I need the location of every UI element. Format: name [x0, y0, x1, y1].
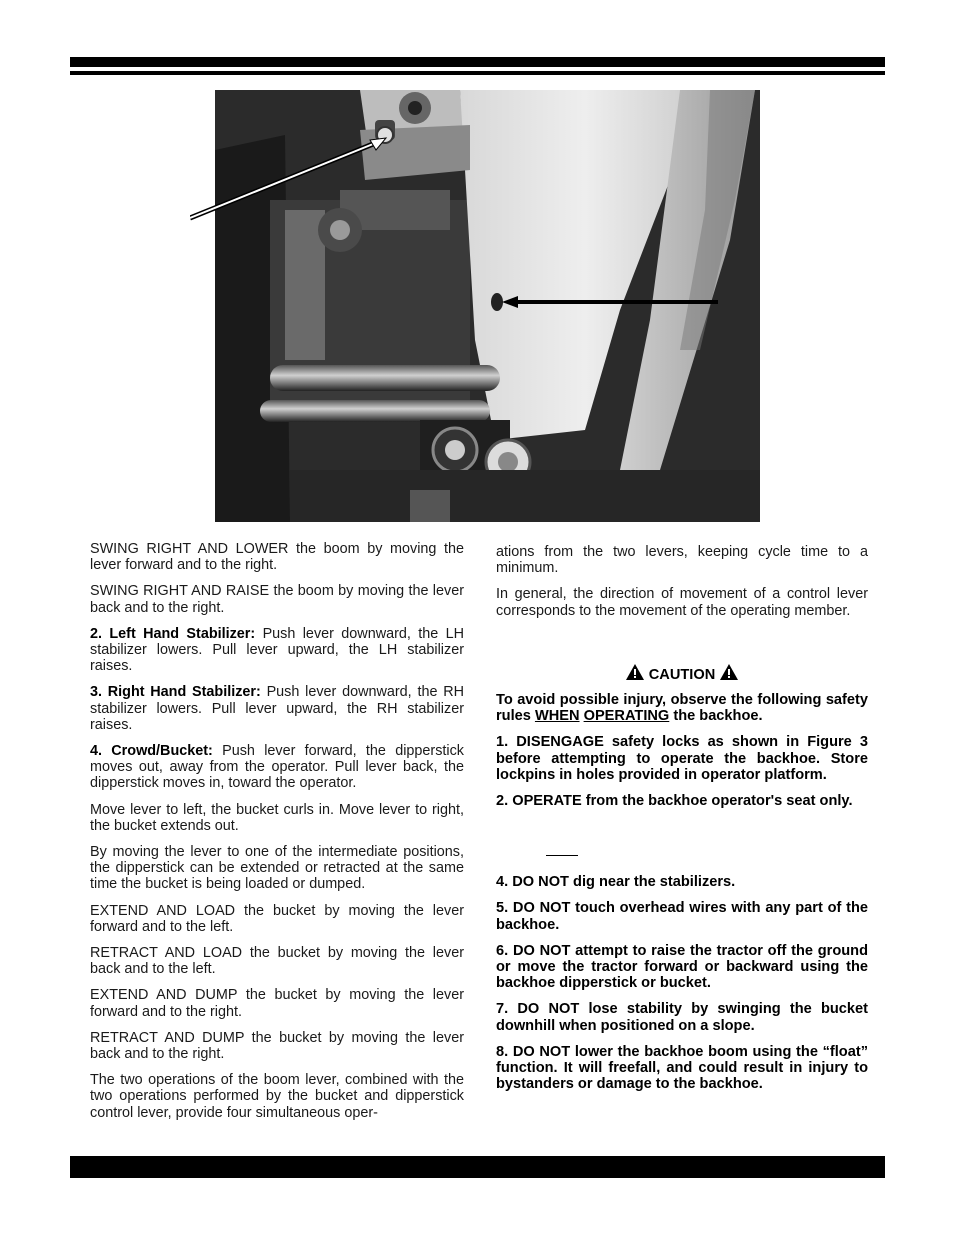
paragraph-retract-dump: RETRACT AND DUMP the bucket by moving the lever back and to the right.: [90, 1029, 464, 1063]
right-column: [496, 544, 868, 1102]
safety-rule-8: 8. DO NOT lower the backhoe boom using the “float” function. It will freefall, and could result in injury to bystanders or damage to the backhoe.: [496, 1043, 868, 1093]
warning-triangle-icon: [719, 663, 739, 681]
left-column: [90, 541, 464, 1131]
redacted-rule-3-mark: [546, 855, 578, 856]
paragraph-cycle-time: ations from the two levers, keeping cycle time to a minimum.: [496, 544, 868, 577]
caution-label: CAUTION: [648, 666, 716, 683]
paragraph-swing-right-lower: SWING RIGHT AND LOWER the boom by moving the lever forward and to the right.: [90, 541, 464, 574]
paragraph-two-operations: The two operations of the boom lever, combined with the two operations performed by the bucket and dipperstick control lever, provide four simultaneous oper-: [90, 1072, 464, 1121]
backhoe-photo: [190, 90, 760, 522]
paragraph-crowd-bucket: 4. Crowd/Bucket: Push lever forward, the dipperstick moves out, away from the operator. Pull lever back, the dipperstick moves in, toward the operator.: [90, 743, 464, 792]
caution-heading: [496, 663, 868, 683]
safety-rule-2: 2. OPERATE from the backhoe operator's seat only.: [496, 793, 853, 810]
paragraph-intermediate: By moving the lever to one of the intermediate positions, the dipperstick can be extended or retracted at the same time the bucket is being loaded or dumped.: [90, 844, 464, 893]
safety-intro: To avoid possible injury, observe the following safety rules WHEN OPERATING the backhoe.: [496, 692, 868, 725]
footer-bar: [70, 1156, 885, 1178]
header-rule-thick: [70, 57, 885, 67]
paragraph-retract-load: RETRACT AND LOAD the bucket by moving the lever back and to the left.: [90, 945, 464, 978]
paragraph-extend-load: EXTEND AND LOAD the bucket by moving the lever forward and to the left.: [90, 902, 464, 935]
safety-rule-7: 7. DO NOT lose stability by swinging the bucket downhill when positioned on a slope.: [496, 1001, 868, 1034]
safety-rule-6: 6. DO NOT attempt to raise the tractor off the ground or move the tractor forward or backward using the backhoe dipperstick or bucket.: [496, 942, 868, 992]
paragraph-left-stabilizer: 2. Left Hand Stabilizer: Push lever downward, the LH stabilizer lowers. Pull lever upward, the LH stabilizer raises.: [90, 625, 465, 675]
paragraph-right-stabilizer: 3. Right Hand Stabilizer: Push lever downward, the RH stabilizer lowers. Pull lever upward, the RH stabilizer raises.: [90, 684, 464, 733]
safety-rule-1: 1. DISENGAGE safety locks as shown in Figure 3 before attempting to operate the backhoe. Store lockpins in holes provided in operator platform.: [496, 734, 868, 783]
paragraph-bucket-curl: Move lever to left, the bucket curls in. Move lever to right, the bucket extends out.: [90, 801, 464, 834]
safety-rule-4: 4. DO NOT dig near the stabilizers.: [496, 874, 736, 891]
header-rule-thin: [70, 71, 885, 75]
paragraph-direction: In general, the direction of movement of a control lever corresponds to the movement of the operating member.: [496, 586, 868, 619]
paragraph-swing-right-raise: SWING RIGHT AND RAISE the boom by moving the lever back and to the right.: [90, 583, 464, 616]
safety-rule-5: 5. DO NOT touch overhead wires with any part of the backhoe.: [496, 900, 868, 933]
paragraph-extend-dump: EXTEND AND DUMP the bucket by moving the lever forward and to the right.: [90, 987, 464, 1020]
warning-triangle-icon: [625, 663, 645, 681]
